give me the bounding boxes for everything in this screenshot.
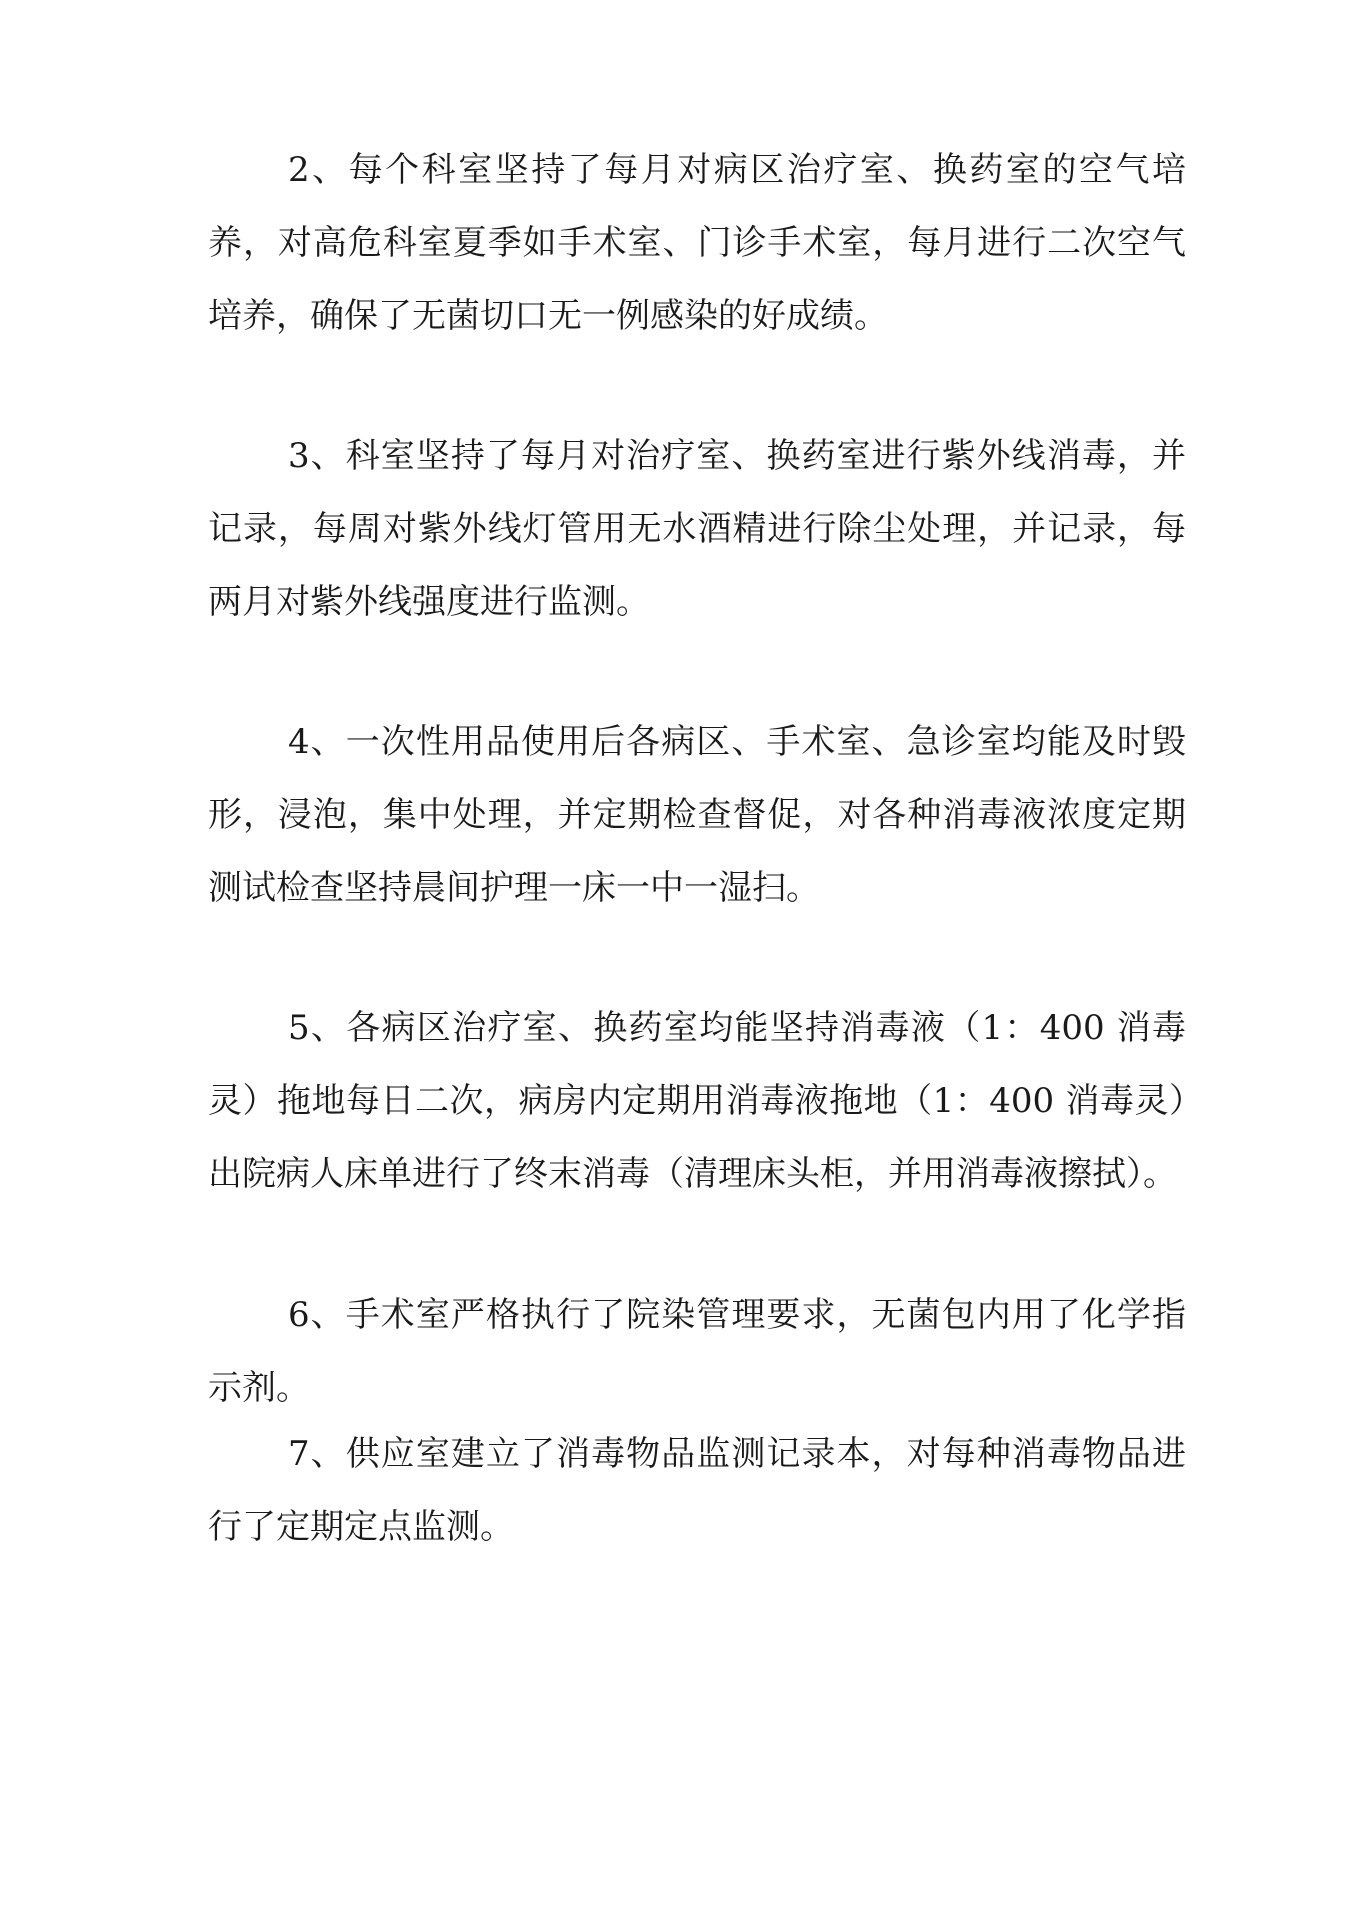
paragraph-item-2: 2、每个科室坚持了每月对病区治疗室、换药室的空气培养，对高危科室夏季如手术室、门诊手术室，每月进行二次空气培养，确保了无菌切口无一例感染的好成绩。 [208,150,1186,336]
paragraph-item-5: 5、各病区治疗室、换药室均能坚持消毒液（1：400 消毒灵）拖地每日二次，病房内定期用消毒液拖地（1：400 消毒灵）出院病人床单进行了终末消毒（清理床头柜，并用消毒液擦拭）。 [208,1008,1186,1194]
paragraph-item-3: 3、科室坚持了每月对治疗室、换药室进行紫外线消毒，并记录，每周对紫外线灯管用无水酒精进行除尘处理，并记录，每两月对紫外线强度进行监测。 [208,436,1186,622]
paragraph-item-6: 6、手术室严格执行了院染管理要求，无菌包内用了化学指示剂。 [208,1295,1186,1408]
paragraph-item-7: 7、供应室建立了消毒物品监测记录本，对每种消毒物品进行了定期定点监测。 [208,1434,1186,1547]
paragraph-item-4: 4、一次性用品使用后各病区、手术室、急诊室均能及时毁形，浸泡，集中处理，并定期检查督促，对各种消毒液浓度定期测试检查坚持晨间护理一床一中一湿扫。 [208,722,1186,908]
